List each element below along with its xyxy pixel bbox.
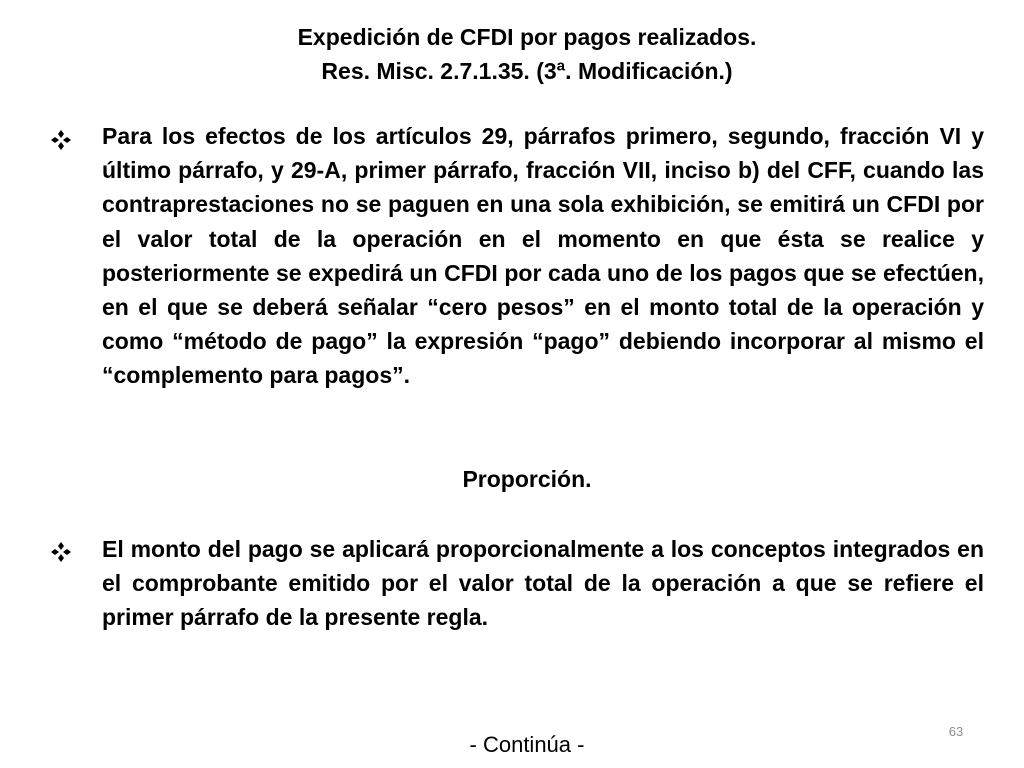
continues-label: - Continúa - (469, 732, 585, 757)
four-diamond-bullet-icon (50, 129, 72, 151)
subheading-proporcion: Proporción. (462, 466, 592, 492)
title-line-1: Expedición de CFDI por pagos realizados. (297, 24, 757, 50)
page-number: 63 (948, 724, 964, 739)
slide-title (0, 20, 1024, 88)
title-line-2: Res. Misc. 2.7.1.35. (3ª. Modificación.) (321, 58, 733, 84)
four-diamond-bullet-icon (50, 541, 72, 563)
paragraph-cfdi-pagos: Para los efectos de los artículos 29, párrafos primero, segundo, fracción VI y último párrafo, y 29-A, primer párrafo, fracción VII, inciso b) del CFF, cuando las contraprestaciones no se paguen en una sola exhibición, se emitirá un CFDI por el valor total de la operación en el momento en que ésta se realice y posteriormente se expedirá un CFDI por cada uno de los pagos que se efectúen, en el que se deberá señalar “cero pesos” en el monto total de la operación y como “método de pago” la expresión “pago” debiendo incorporar al mismo el “complemento para pagos”. (102, 123, 984, 389)
paragraph-proporcion: El monto del pago se aplicará proporcionalmente a los conceptos integrados en el comprobante emitido por el valor total de la operación a que se refiere el primer párrafo de la presente regla. (102, 536, 984, 631)
